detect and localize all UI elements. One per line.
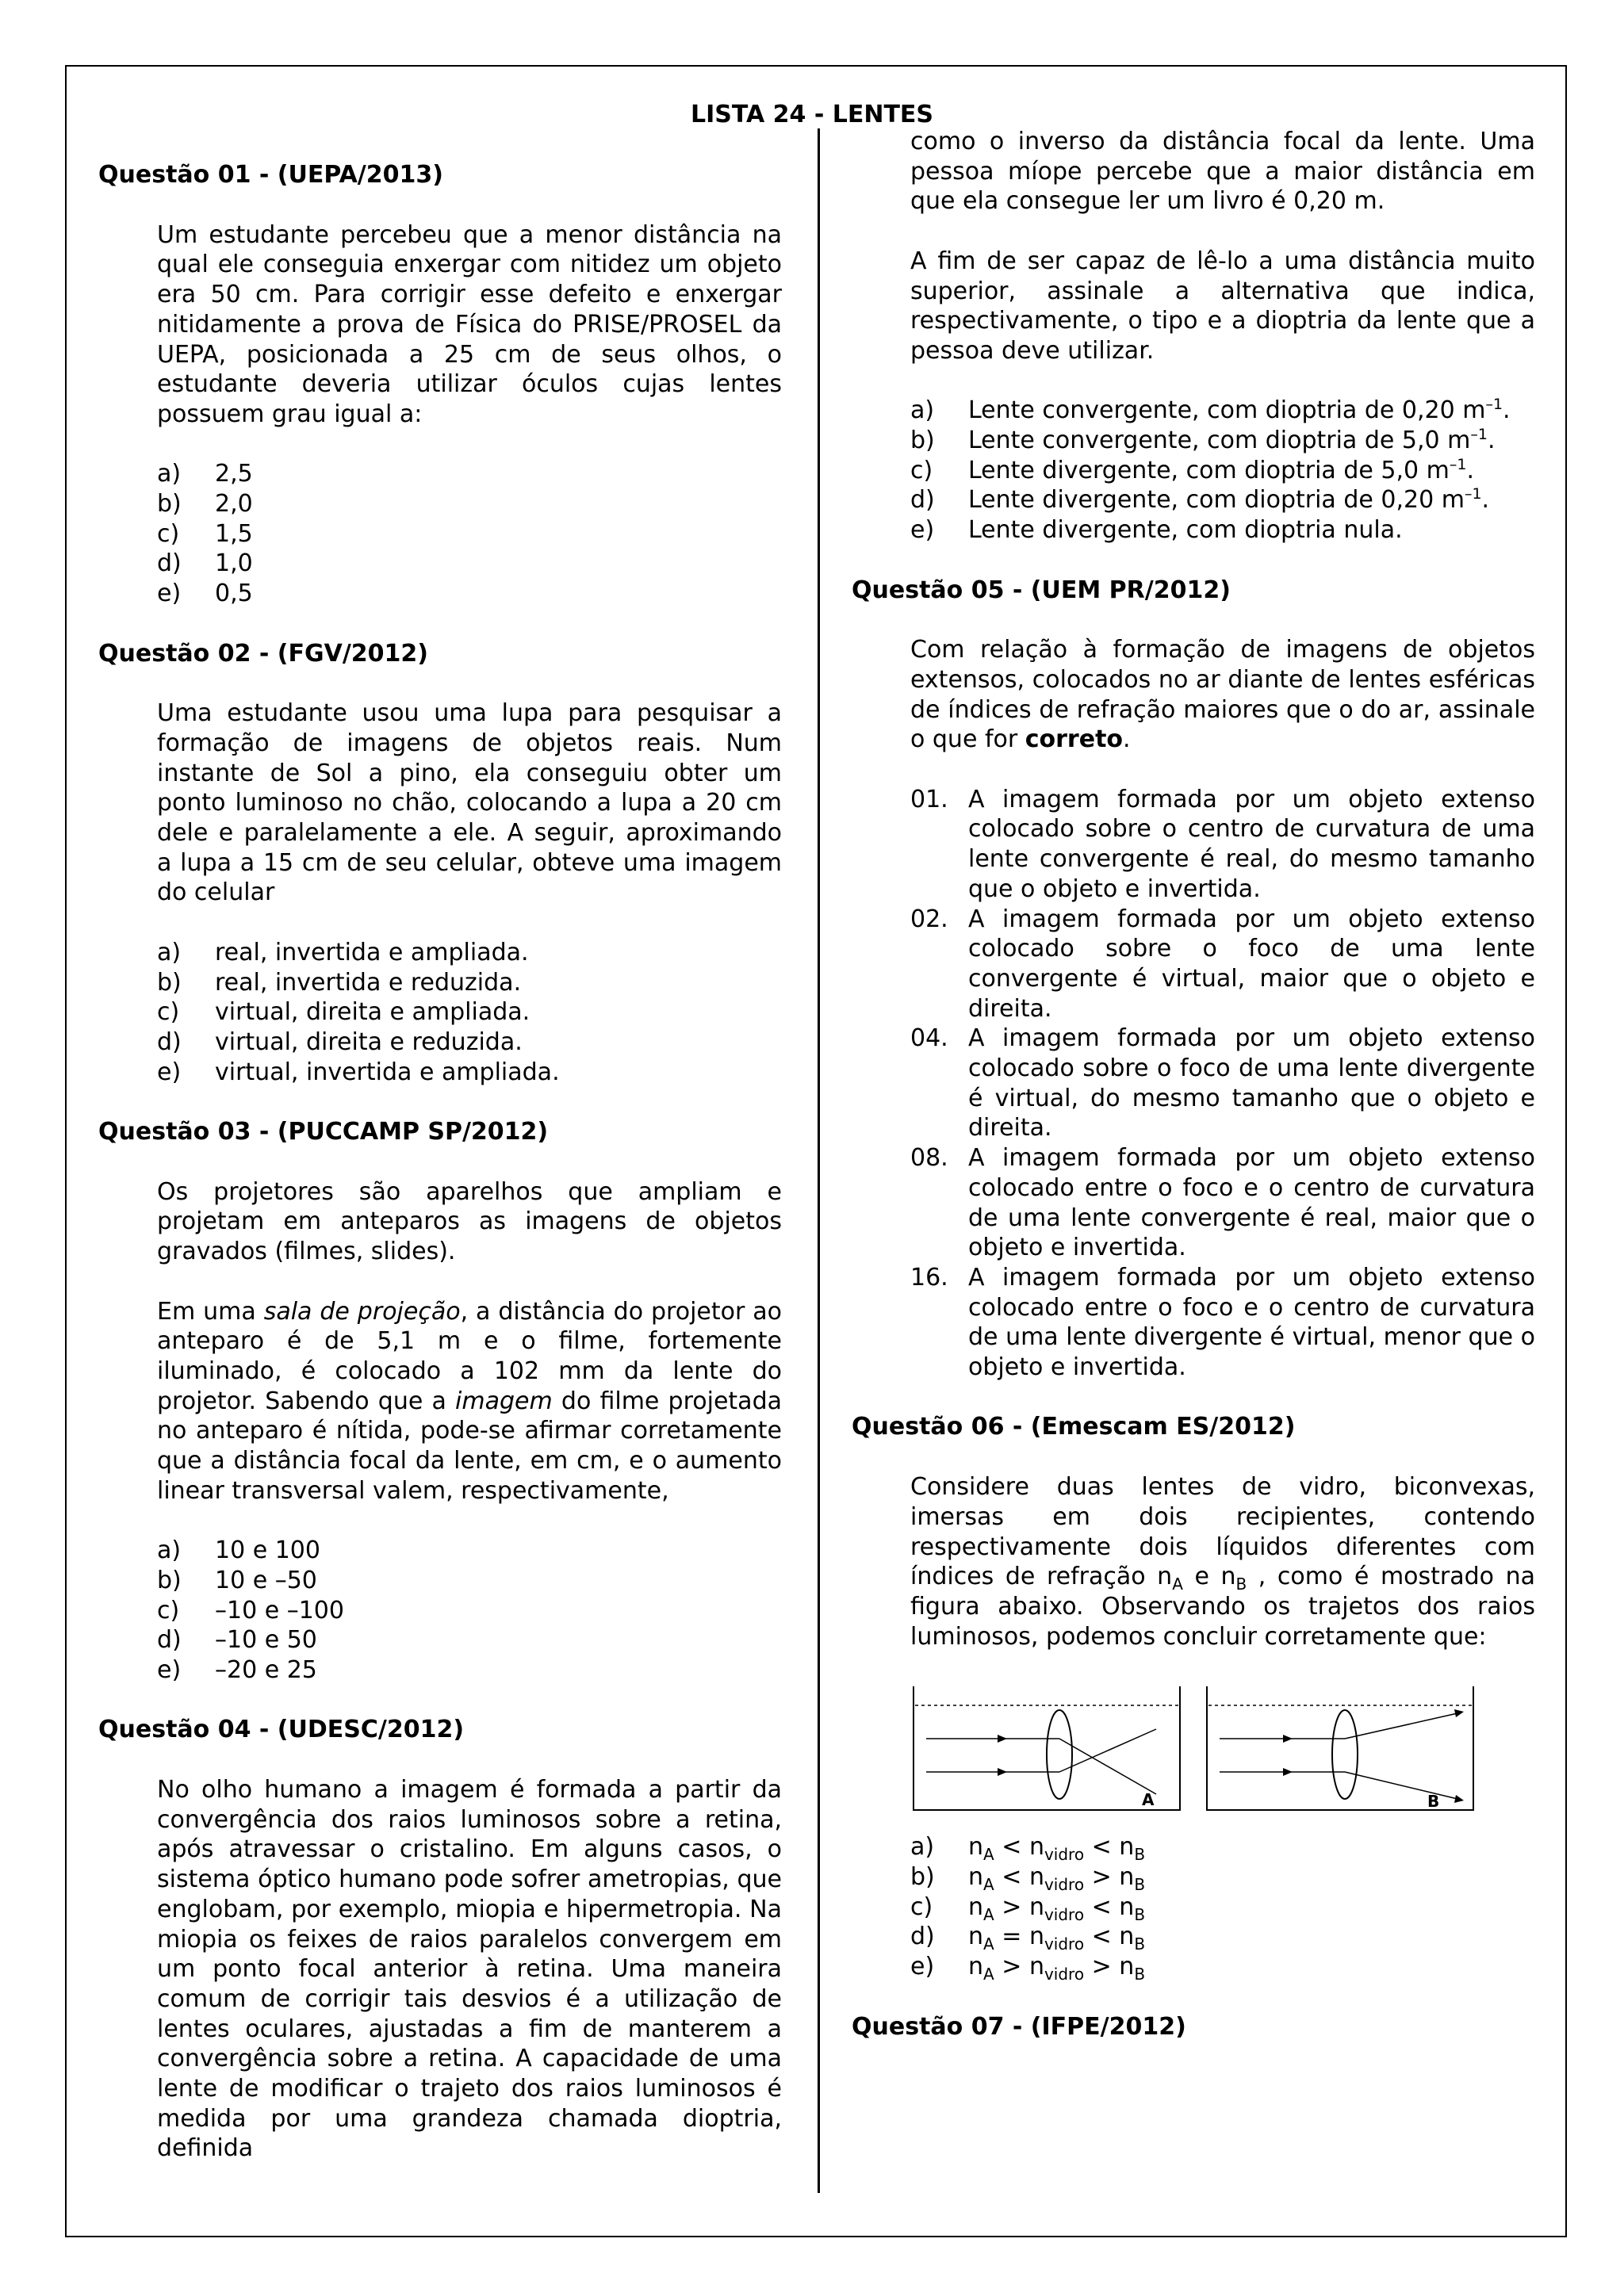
option: b) 10 e –50 (157, 1566, 317, 1594)
list-item: 04. A imagem formada por um objeto extenso colocado sobre o foco de uma lente divergente é virtual, do mesmo tamanho que o objeto e direita. (910, 1024, 1535, 1142)
container-a (914, 1686, 1180, 1810)
page-title: LISTA 24 - LENTES (690, 101, 934, 128)
option: c) –10 e –100 (157, 1596, 344, 1624)
option: b) real, invertida e reduzida. (157, 968, 522, 997)
option: a) real, invertida e ampliada. (157, 938, 529, 966)
option: e) virtual, invertida e ampliada. (157, 1058, 560, 1086)
option: e) Lente divergente, com dioptria nula. (910, 516, 1403, 545)
option: d) 1,0 (157, 549, 253, 578)
option: c) Lente divergente, com dioptria de 5,0 $m^{-1}$. (910, 455, 1474, 484)
option: d) $n_A = n_{vidro} < n_B$ (910, 1923, 1146, 1954)
question-04-text-cont: como o inverso da distância focal da lente. Uma pessoa míope percebe que a maior distância em que ela consegue ler um livro é 0,20 m. (910, 128, 1535, 216)
option: c) $n_A > n_{vidro} < n_B$ (910, 1892, 1146, 1924)
question-06-text: Considere duas lentes de vidro, biconvexas, imersas em dois recipientes, contendo respectivamente dois líquidos diferentes com índices de refração $n_A$ e $n_B$ , como é mostrado na figura abaixo. Observando os trajetos dos raios luminosos, podemos concluir corretamente que: (910, 1473, 1535, 1651)
question-02-header: Questão 02 - (FGV/2012) (98, 639, 429, 668)
question-04-text-2: A fim de ser capaz de lê-lo a uma distância muito superior, assinale a alternativa que indica, respectivamente, o tipo e a dioptria da lente que a pessoa deve utilizar. (910, 247, 1535, 365)
option: a) $n_A < n_{vidro} < n_B$ (910, 1833, 1146, 1865)
option: e) –20 e 25 (157, 1655, 317, 1684)
column-divider (818, 128, 820, 2193)
question-04-text: No olho humano a imagem é formada a partir da convergência dos raios luminosos sobre a retina, após atravessar o cristalino. Em alguns casos, o sistema óptico humano pode sofrer ametropias, que englobam, por exemplo, miopia e hipermetropia. Na miopia os feixes de raios paralelos convergem em um ponto focal anterior à retina. Uma maneira comum de corrigir tais desvios é a utilização de lentes oculares, ajustadas a fim de manterem a convergência sobre a retina. A capacidade de uma lente de modificar o trajeto dos raios luminosos é medida por uma grandeza chamada dioptria, definida (157, 1776, 782, 2163)
list-item: 08. A imagem formada por um objeto extenso colocado entre o foco e o centro de curvatura de uma lente convergente é real, maior que o objeto e invertida. (910, 1144, 1535, 1262)
question-01-options (157, 459, 782, 609)
question-03-header: Questão 03 - (PUCCAMP SP/2012) (98, 1118, 549, 1146)
option: e) $n_A > n_{vidro} > n_B$ (910, 1953, 1146, 1984)
option: b) 2,0 (157, 490, 253, 519)
question-05-items (910, 785, 1535, 1383)
question-02-text: Uma estudante usou uma lupa para pesquisar a formação de imagens de objetos reais. Num instante de Sol a pino, ela conseguiu obter um ponto luminoso no chão, colocando a lupa a 20 cm dele e paralelamente a ele. A seguir, aproximando a lupa a 15 cm de seu celular, obteve uma imagem do celular (157, 699, 782, 907)
option: c) virtual, direita e ampliada. (157, 998, 530, 1027)
figure-label-b: B (1427, 1792, 1440, 1812)
option: d) virtual, direita e reduzida. (157, 1027, 523, 1056)
figure-label-a: A (1142, 1790, 1155, 1810)
option: b) $n_A < n_{vidro} > n_B$ (910, 1863, 1146, 1895)
question-03-options (157, 1536, 782, 1686)
question-04-header: Questão 04 - (UDESC/2012) (98, 1716, 465, 1744)
question-01-text: Um estudante percebeu que a menor distância na qual ele conseguia enxergar com nitidez um objeto era 50 cm. Para corrigir esse defeito e enxergar nitidamente a prova de Física do PRISE/PROSEL da UEPA, posicionada a 25 cm de seus olhos, o estudante deveria utilizar óculos cujas lentes possuem grau igual a: (157, 220, 782, 428)
container-b (1207, 1686, 1473, 1811)
option: a) 10 e 100 (157, 1536, 320, 1565)
question-02-options (157, 938, 782, 1088)
question-05-text: Com relação à formação de imagens de objetos extensos, colocados no ar diante de lentes esféricas de índices de refração maiores que o do ar, assinale o que for correto. (910, 636, 1535, 754)
option: a) Lente convergente, com dioptria de 0,20 $m^{-1}$. (910, 396, 1511, 425)
question-06-header: Questão 06 - (Emescam ES/2012) (852, 1413, 1296, 1441)
question-04-options (910, 396, 1535, 545)
list-item: 02. A imagem formada por um objeto extenso colocado sobre o foco de uma lente convergente é virtual, maior que o objeto e direita. (910, 905, 1535, 1023)
left-column (98, 160, 782, 2164)
question-07-header: Questão 07 - (IFPE/2012) (852, 2012, 1186, 2041)
question-03-text-2: Em uma sala de projeção, a distância do projetor ao anteparo é de 5,1 m e o filme, fortemente iluminado, é colocado a 102 mm da lente do projetor. Sabendo que a imagem do filme projetada no anteparo é nítida, pode-se afirmar corretamente que a distância focal da lente, em cm, e o aumento linear transversal valem, respectivamente, (157, 1297, 783, 1505)
lens-diagram (910, 1683, 1481, 1816)
option: e) 0,5 (157, 580, 253, 608)
question-01-header: Questão 01 - (UEPA/2013) (98, 161, 443, 189)
list-item: 16. A imagem formada por um objeto extenso colocado entre o foco e o centro de curvatura de uma lente divergente é virtual, menor que o objeto e invertida. (910, 1263, 1535, 1382)
lens-figure (910, 1683, 1535, 1816)
option: c) 1,5 (157, 519, 253, 548)
question-06-options (910, 1832, 1535, 1982)
option: b) Lente convergente, com dioptria de 5,0 $m^{-1}$. (910, 426, 1496, 454)
question-05-header: Questão 05 - (UEM PR/2012) (852, 576, 1231, 604)
question-03-text-1: Os projetores são aparelhos que ampliam e projetam em anteparos as imagens de objetos gravados (filmes, slides). (157, 1177, 782, 1266)
list-item: 01. A imagem formada por um objeto extenso colocado sobre o centro de curvatura de uma lente convergente é real, do mesmo tamanho que o objeto e invertida. (910, 785, 1535, 903)
right-column (852, 127, 1535, 2072)
option: d) Lente divergente, com dioptria de 0,20 $m^{-1}$. (910, 485, 1490, 515)
option: a) 2,5 (157, 460, 253, 488)
option: d) –10 e 50 (157, 1626, 317, 1655)
